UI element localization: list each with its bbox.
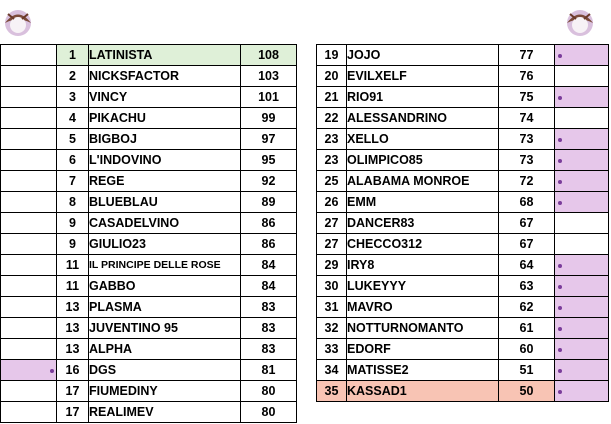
- player-name-cell: KASSAD1: [347, 381, 499, 402]
- rank-cell: 29: [317, 255, 347, 276]
- table-row: [1, 171, 297, 192]
- player-name-cell: JUVENTINO 95: [89, 318, 241, 339]
- rank-cell: 11: [57, 255, 89, 276]
- rank-cell: 13: [57, 297, 89, 318]
- rank-cell: 23: [317, 129, 347, 150]
- rank-cell: 25: [317, 171, 347, 192]
- table-row: [317, 171, 609, 192]
- marker-dot-icon: [50, 369, 54, 373]
- score-cell: 84: [241, 255, 297, 276]
- score-cell: 83: [241, 339, 297, 360]
- marker-cell: [1, 318, 57, 339]
- table-row: [1, 297, 297, 318]
- score-cell: 76: [499, 66, 555, 87]
- marker-cell-highlighted: [555, 360, 609, 381]
- rank-cell: 34: [317, 360, 347, 381]
- table-row: [317, 234, 609, 255]
- marker-dot-icon: [558, 327, 562, 331]
- rank-cell: 27: [317, 234, 347, 255]
- marker-cell: [555, 234, 609, 255]
- rank-cell: 3: [57, 87, 89, 108]
- marker-cell-highlighted: [555, 87, 609, 108]
- leaderboard-left: [0, 44, 297, 423]
- marker-dot-icon: [558, 159, 562, 163]
- table-row: [1, 87, 297, 108]
- score-cell: 103: [241, 66, 297, 87]
- player-name-cell: EDORF: [347, 339, 499, 360]
- table-row: [317, 381, 609, 402]
- player-name-cell: XELLO: [347, 129, 499, 150]
- score-cell: 108: [241, 45, 297, 66]
- table-row: [317, 318, 609, 339]
- table-row: [317, 360, 609, 381]
- marker-cell: [1, 129, 57, 150]
- player-name-cell: RIO91: [347, 87, 499, 108]
- marker-cell: [1, 213, 57, 234]
- score-cell: 80: [241, 402, 297, 423]
- score-cell: 61: [499, 318, 555, 339]
- marker-cell-highlighted: [555, 192, 609, 213]
- rank-cell: 9: [57, 234, 89, 255]
- table-row: [317, 66, 609, 87]
- score-cell: 64: [499, 255, 555, 276]
- marker-dot-icon: [558, 306, 562, 310]
- marker-cell: [1, 297, 57, 318]
- player-name-cell: DGS: [89, 360, 241, 381]
- marker-dot-icon: [558, 180, 562, 184]
- rank-cell: 6: [57, 150, 89, 171]
- table-row: [1, 213, 297, 234]
- marker-cell-highlighted: [1, 360, 57, 381]
- table-row: [1, 129, 297, 150]
- player-name-cell: LATINISTA: [89, 45, 241, 66]
- player-name-cell: REGE: [89, 171, 241, 192]
- table-row: [317, 45, 609, 66]
- marker-dot-icon: [558, 54, 562, 58]
- marker-cell: [1, 402, 57, 423]
- player-name-cell: ALPHA: [89, 339, 241, 360]
- player-name-cell: EVILXELF: [347, 66, 499, 87]
- player-name-cell: MATISSE2: [347, 360, 499, 381]
- score-cell: 73: [499, 150, 555, 171]
- table-row: [317, 255, 609, 276]
- score-cell: 77: [499, 45, 555, 66]
- score-cell: 89: [241, 192, 297, 213]
- player-name-cell: OLIMPICO85: [347, 150, 499, 171]
- leaderboard-right: [316, 44, 609, 402]
- table-row: [317, 213, 609, 234]
- player-name-cell: DANCER83: [347, 213, 499, 234]
- marker-cell: [1, 381, 57, 402]
- rank-cell: 13: [57, 318, 89, 339]
- score-cell: 74: [499, 108, 555, 129]
- score-cell: 83: [241, 297, 297, 318]
- player-name-cell: PLASMA: [89, 297, 241, 318]
- marker-dot-icon: [558, 369, 562, 373]
- marker-dot-icon: [558, 138, 562, 142]
- rank-cell: 32: [317, 318, 347, 339]
- player-name-cell: NOTTURNOMANTO: [347, 318, 499, 339]
- rank-cell: 33: [317, 339, 347, 360]
- table-row: [1, 45, 297, 66]
- table-row: [1, 66, 297, 87]
- player-name-cell: LUKEYYY: [347, 276, 499, 297]
- rank-cell: 22: [317, 108, 347, 129]
- rank-cell: 16: [57, 360, 89, 381]
- table-row: [1, 276, 297, 297]
- player-name-cell: CASADELVINO: [89, 213, 241, 234]
- score-cell: 97: [241, 129, 297, 150]
- table-row: [1, 360, 297, 381]
- table-row: [1, 402, 297, 423]
- table-row: [1, 255, 297, 276]
- marker-cell: [1, 108, 57, 129]
- table-row: [317, 87, 609, 108]
- score-cell: 51: [499, 360, 555, 381]
- marker-cell: [1, 150, 57, 171]
- score-cell: 68: [499, 192, 555, 213]
- score-cell: 72: [499, 171, 555, 192]
- score-cell: 60: [499, 339, 555, 360]
- rank-cell: 4: [57, 108, 89, 129]
- marker-cell: [1, 171, 57, 192]
- player-name-cell: VINCY: [89, 87, 241, 108]
- marker-cell: [1, 66, 57, 87]
- player-name-cell: NICKSFACTOR: [89, 66, 241, 87]
- table-row: [1, 150, 297, 171]
- marker-dot-icon: [558, 96, 562, 100]
- score-cell: 75: [499, 87, 555, 108]
- rank-cell: 11: [57, 276, 89, 297]
- marker-cell-highlighted: [555, 129, 609, 150]
- rank-cell: 27: [317, 213, 347, 234]
- score-cell: 67: [499, 213, 555, 234]
- player-name-cell: ALABAMA MONROE: [347, 171, 499, 192]
- marker-cell-highlighted: [555, 276, 609, 297]
- score-cell: 50: [499, 381, 555, 402]
- rank-cell: 23: [317, 150, 347, 171]
- marker-cell: [1, 234, 57, 255]
- coconut-icon: [562, 2, 598, 38]
- table-row: [317, 108, 609, 129]
- player-name-cell: JOJO: [347, 45, 499, 66]
- table-row: [317, 192, 609, 213]
- table-row: [317, 276, 609, 297]
- rank-cell: 1: [57, 45, 89, 66]
- player-name-cell: PIKACHU: [89, 108, 241, 129]
- marker-cell: [1, 276, 57, 297]
- score-cell: 86: [241, 213, 297, 234]
- table-row: [1, 234, 297, 255]
- score-cell: 81: [241, 360, 297, 381]
- player-name-cell: GABBO: [89, 276, 241, 297]
- marker-cell-highlighted: [555, 45, 609, 66]
- score-cell: 67: [499, 234, 555, 255]
- rank-cell: 26: [317, 192, 347, 213]
- table-row: [1, 381, 297, 402]
- score-cell: 73: [499, 129, 555, 150]
- score-cell: 84: [241, 276, 297, 297]
- score-cell: 80: [241, 381, 297, 402]
- player-name-cell: EMM: [347, 192, 499, 213]
- rank-cell: 17: [57, 381, 89, 402]
- marker-cell-highlighted: [555, 297, 609, 318]
- rank-cell: 21: [317, 87, 347, 108]
- rank-cell: 13: [57, 339, 89, 360]
- score-cell: 99: [241, 108, 297, 129]
- rank-cell: 17: [57, 402, 89, 423]
- marker-cell: [1, 45, 57, 66]
- score-cell: 62: [499, 297, 555, 318]
- score-cell: 101: [241, 87, 297, 108]
- coconut-icon: [0, 2, 36, 38]
- marker-cell: [1, 255, 57, 276]
- player-name-cell: IRY8: [347, 255, 499, 276]
- marker-dot-icon: [558, 264, 562, 268]
- marker-cell-highlighted: [555, 318, 609, 339]
- score-cell: 83: [241, 318, 297, 339]
- marker-cell-highlighted: [555, 339, 609, 360]
- player-name-cell: FIUMEDINY: [89, 381, 241, 402]
- rank-cell: 8: [57, 192, 89, 213]
- marker-cell: [1, 339, 57, 360]
- player-name-cell: ALESSANDRINO: [347, 108, 499, 129]
- rank-cell: 9: [57, 213, 89, 234]
- marker-cell-highlighted: [555, 381, 609, 402]
- score-cell: 95: [241, 150, 297, 171]
- table-row: [317, 129, 609, 150]
- marker-dot-icon: [558, 390, 562, 394]
- marker-cell: [555, 66, 609, 87]
- score-cell: 86: [241, 234, 297, 255]
- rank-cell: 35: [317, 381, 347, 402]
- marker-cell: [1, 87, 57, 108]
- table-row: [317, 297, 609, 318]
- marker-dot-icon: [558, 348, 562, 352]
- rank-cell: 2: [57, 66, 89, 87]
- marker-cell-highlighted: [555, 171, 609, 192]
- marker-cell-highlighted: [555, 150, 609, 171]
- table-row: [1, 192, 297, 213]
- table-row: [317, 150, 609, 171]
- player-name-cell: REALIMEV: [89, 402, 241, 423]
- table-row: [1, 339, 297, 360]
- player-name-cell: CHECCO312: [347, 234, 499, 255]
- marker-cell-highlighted: [555, 255, 609, 276]
- rank-cell: 19: [317, 45, 347, 66]
- rank-cell: 20: [317, 66, 347, 87]
- player-name-cell: GIULIO23: [89, 234, 241, 255]
- player-name-cell: BLUEBLAU: [89, 192, 241, 213]
- marker-cell: [1, 192, 57, 213]
- marker-cell: [555, 108, 609, 129]
- player-name-cell: BIGBOJ: [89, 129, 241, 150]
- player-name-cell: IL PRINCIPE DELLE ROSE: [89, 255, 241, 276]
- table-row: [1, 318, 297, 339]
- score-cell: 63: [499, 276, 555, 297]
- rank-cell: 30: [317, 276, 347, 297]
- marker-dot-icon: [558, 285, 562, 289]
- rank-cell: 7: [57, 171, 89, 192]
- marker-cell: [555, 213, 609, 234]
- score-cell: 92: [241, 171, 297, 192]
- player-name-cell: MAVRO: [347, 297, 499, 318]
- table-row: [317, 339, 609, 360]
- marker-dot-icon: [558, 201, 562, 205]
- rank-cell: 31: [317, 297, 347, 318]
- rank-cell: 5: [57, 129, 89, 150]
- player-name-cell: L'INDOVINO: [89, 150, 241, 171]
- table-row: [1, 108, 297, 129]
